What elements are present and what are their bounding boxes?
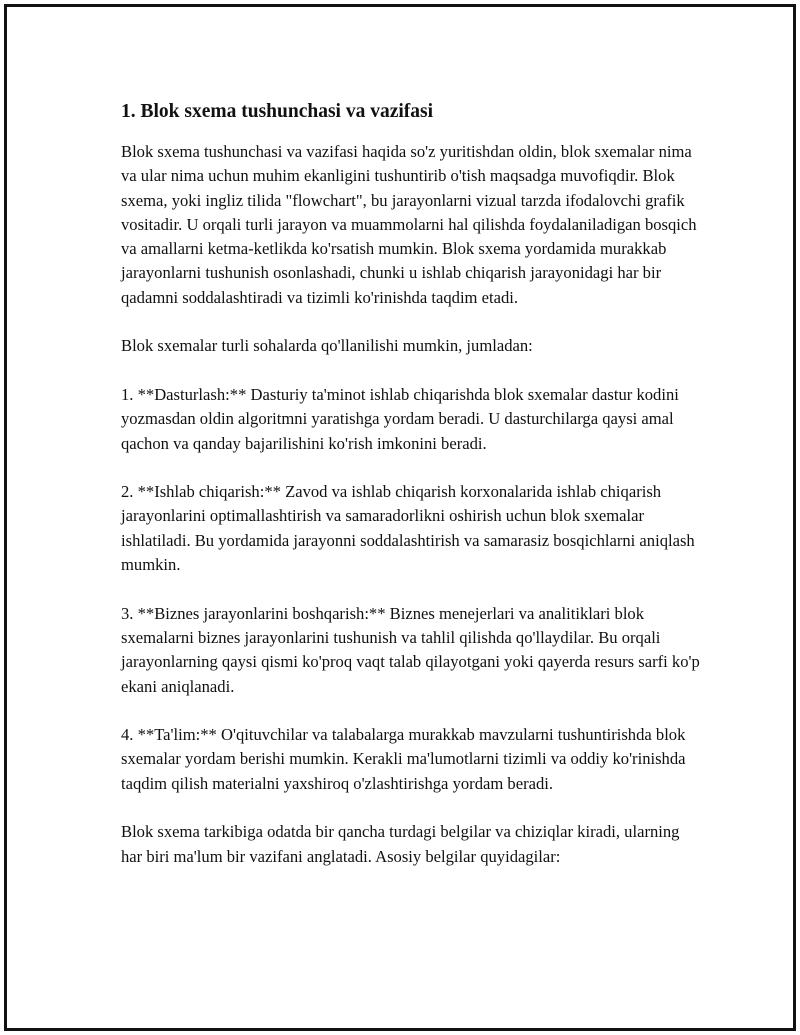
symbols-intro-paragraph: Blok sxema tarkibiga odatda bir qancha turdagi belgilar va chiziqlar kiradi, ularning har biri ma'lum bir vazifani anglatadi. Asosiy belgilar quyidagilar: — [121, 822, 680, 866]
list-item-business-processes: 3. **Biznes jarayonlarini boshqarish:** Biznes menejerlari va analitiklari blok sxemalarni biznes jarayonlarini tushunish va tahlil qilishda qo'llaydilar. Bu orqali jarayonlarning qaysi qismi ko'proq vaqt talab qilayotgani yoki qayerda resurs sarfi ko'p ekani aniqlanadi. — [121, 603, 700, 696]
list-item-manufacturing: 2. **Ishlab chiqarish:** Zavod va ishlab chiqarish korxonalarida ishlab chiqarish jarayonlarini optimallashtirish va samaradorlikni oshirish uchun blok sxemalar ishlatiladi. Bu yordamida jarayonni soddalashtirish va samarasiz bosqichlarni aniqlash mumkin. — [121, 482, 695, 575]
page-frame — [4, 4, 796, 1031]
section-title: 1. Blok sxema tushunchasi va vazifasi — [121, 101, 434, 122]
usage-intro-paragraph: Blok sxemalar turli sohalarda qo'llanilishi mumkin, jumladan: — [121, 336, 533, 356]
list-item-programming: 1. **Dasturlash:** Dasturiy ta'minot ishlab chiqarishda blok sxemalar dastur kodini yozmasdan oldin algoritmni yaratishga yordam beradi. U dasturchilarga qaysi amal qachon va qanday bajarilishini ko'rish imkonini beradi. — [121, 384, 679, 453]
list-item-education: 4. **Ta'lim:** O'qituvchilar va talabalarga murakkab mavzularni tushuntirishda blok sxemalar yordam berishi mumkin. Kerakli ma'lumotlarni tizimli va oddiy ko'rinishda taqdim qilish materialni yaxshiroq o'zlashtirishga yordam beradi. — [121, 725, 686, 793]
intro-paragraph: Blok sxema tushunchasi va vazifasi haqida so'z yuritishdan oldin, blok sxemalar nima va ular nima uchun muhim ekanligini tushuntirib o'tish maqsadga muvofiqdir. Blok sxema, yoki ingliz tilida "flowchart", bu jarayonlarni vizual tarzda ifodalovchi grafik vositadir. U orqali turli jarayon va muammolarni hal qilishda foydalaniladigan bosqich va amallarni ketma-ketlikda ko'rsatish mumkin. Blok sxema yordamida murakkab jarayonlarni tushunish osonlashadi, chunki u ishlab chiqarish jarayonidagi har bir qadamni soddalashtiradi va tizimli ko'rinishda taqdim etadi. — [121, 142, 697, 307]
document-body — [121, 99, 701, 893]
